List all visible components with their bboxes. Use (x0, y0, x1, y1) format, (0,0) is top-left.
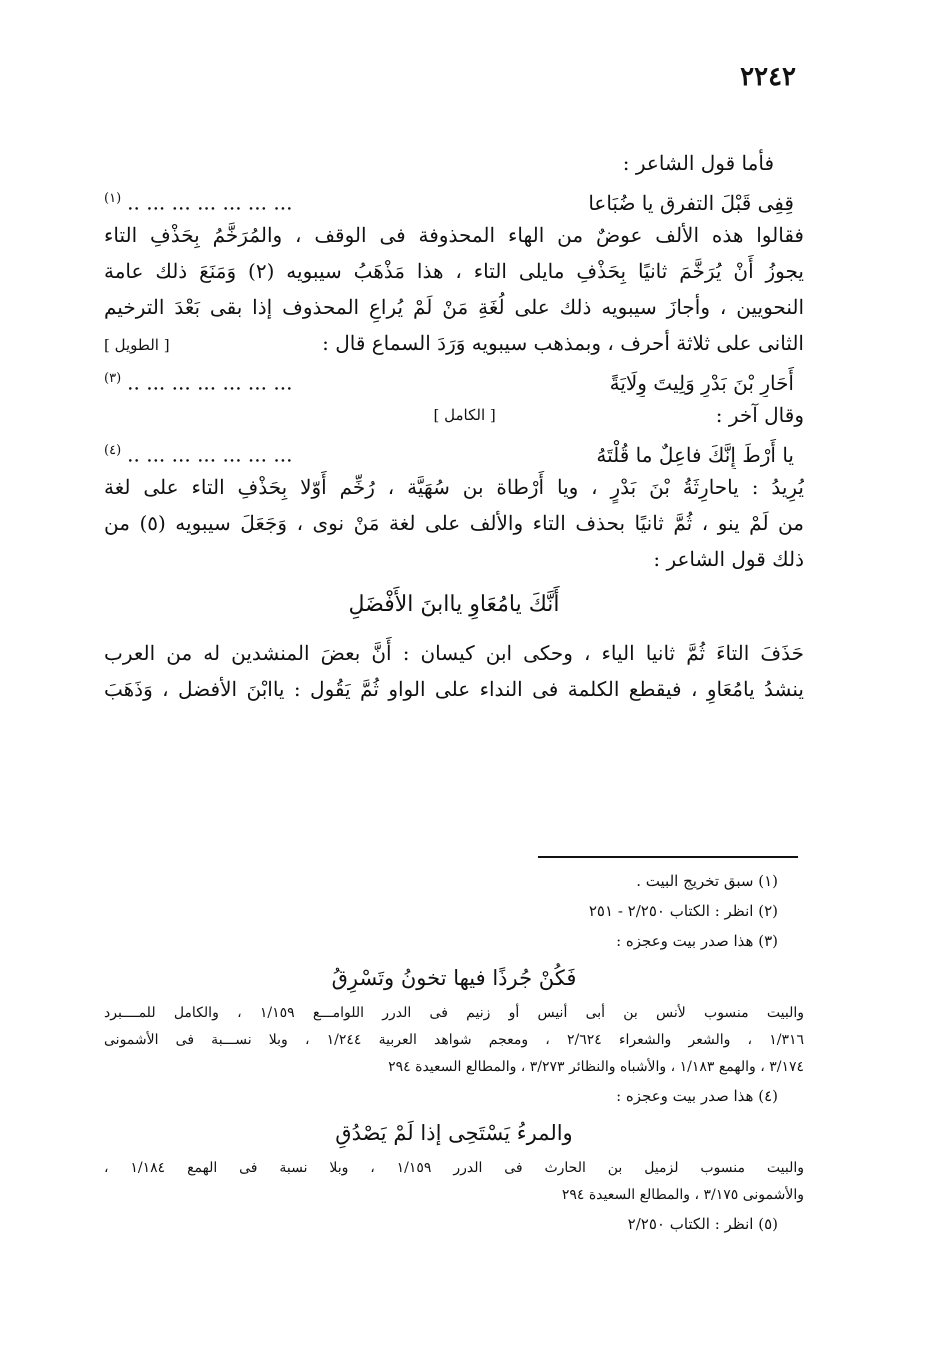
footnote-source: ٣/١٧٤ ، والهمع ١/١٨٣ ، والأشباه والنظائر ٣/٢٧٣ ، والمطالع السعيدة ٢٩٤ (388, 1059, 804, 1075)
paragraph-line: النحويين ، وأجازَ سيبويه ذلك على لُغَةِ مَنْ لَمْ يُراعِ المحذوف إذا بقى بَعْدَ الترخيم (104, 295, 804, 319)
footnote-verse: والمرءُ يَسْتَحِى إذا لَمْ يَصْدُقِ (335, 1121, 573, 1145)
intro-line: فأما قول الشاعر : (622, 151, 774, 175)
paragraph-line (104, 325, 804, 361)
verse-ellipsis: ... ... ... ... ... ... .. (127, 190, 293, 215)
footnote-ref: (١) (104, 191, 122, 206)
footnote-verse: فَكُنْ جُرذًا فيها تخونُ وتَسْرِقُ (331, 966, 577, 990)
meter-label: [ الطويل ] (104, 336, 170, 354)
footnote: (٤) هذا صدر بيت وعجزه : (616, 1087, 778, 1105)
footnote-source: والبيت منسوب لزميل بن الحارث فى الدرر ١/١٥٩ ، وبلا نسبة فى الهمع ١/١٨٤ ، (104, 1160, 804, 1176)
footnote-source: ١/٣١٦ ، والشعر والشعراء ٢/٦٢٤ ، ومعجم شواهد العربية ١/٢٤٤ ، وبلا نســـبة فى الأشمونى (104, 1032, 804, 1048)
page-number: ٢٢٤٢ (740, 62, 796, 92)
verse-text: أَحَارِ بْنَ بَدْرٍ وَلِيتَ وِلَايَةً (609, 370, 794, 395)
verse-text: قِفِى قَبْلَ التفرق يا ضُبَاعا (588, 190, 794, 215)
paragraph-line: من لَمْ ينو ، ثُمَّ ثانيًا بحذف التاء والألف على لغة مَنْ نوى ، وَجَعَلَ سيبويه (٥) من (104, 511, 804, 535)
paragraph-line: يجوزُ أَنْ يُرَخَّمَ ثانيًا بِحَذْفِ مايلى التاء ، هذا مَذْهَبُ سيبويه (٢) وَمَنَعَ ذلك عامة (104, 259, 804, 283)
paragraph-text: وقال آخر : (715, 403, 804, 427)
footnote: (٣) هذا صدر بيت وعجزه : (616, 932, 778, 950)
footnote-source: والأشمونى ٣/١٧٥ ، والمطالع السعيدة ٢٩٤ (561, 1187, 804, 1203)
footnote-source: والبيت منسوب لأنس بن أبى أنيس أو زنيم فى الدرر اللوامـــع ١/١٥٩ ، والكامل للمــــبرد (104, 1005, 804, 1021)
footnote: (٢) انظر : الكتاب ٢/٢٥٠ - ٢٥١ (588, 902, 778, 920)
paragraph-line: حَذَفَ التاءَ ثُمَّ ثانيا الياء ، وحكى ابن كيسان : أَنَّ بعضَ المنشدين له من العرب (104, 641, 804, 665)
paragraph-line: ذلك قول الشاعر : (653, 547, 804, 571)
verse-line (104, 181, 804, 217)
footnotes (104, 866, 804, 1239)
paragraph-line: يُرِيدُ : ياحارِثَةُ بْنَ بَدْرٍ ، ويا أَرْطاة بن سُهَيَّة ، رُخِّم أَوّلا بِحَذْفِ التاء على لغة (104, 475, 804, 499)
footnote: (١) سبق تخريج البيت . (636, 872, 778, 890)
verse-line (104, 361, 804, 397)
footnote-ref: (٣) (104, 371, 122, 386)
main-text (104, 145, 804, 707)
footnote-ref: (٤) (104, 443, 122, 458)
meter-label: [ الكامل ] (433, 406, 496, 424)
paragraph-line (104, 397, 804, 433)
verse-ellipsis: ... ... ... ... ... ... .. (127, 370, 293, 395)
footnote: (٥) انظر : الكتاب ٢/٢٥٠ (627, 1215, 778, 1233)
verse-ellipsis: ... ... ... ... ... ... .. (127, 442, 293, 467)
paragraph-line: فقالوا هذه الألف عوضٌ من الهاء المحذوفة فى الوقف ، والمُرَخَّمُ بِحَذْفِ التاء (104, 223, 804, 247)
footnote-divider (538, 856, 798, 858)
verse-text: يا أَرْطَ إِنَّكَ فاعِلٌ ما قُلْتَهُ (596, 442, 794, 467)
center-verse: أَنَّكَ يامُعَاوِ ياابنَ الأَفْضَلِ (348, 592, 560, 617)
verse-line (104, 433, 804, 469)
paragraph-line: ينشدُ يامُعَاوِ ، فيقطع الكلمة فى النداء على الواو ثُمَّ يَقُول : ياابْنَ الأفضل ، وَذَهَبَ (104, 677, 804, 701)
paragraph-text: الثانى على ثلاثة أحرف ، وبمذهب سيبويه وَرَدَ السماع قال : (322, 331, 804, 355)
